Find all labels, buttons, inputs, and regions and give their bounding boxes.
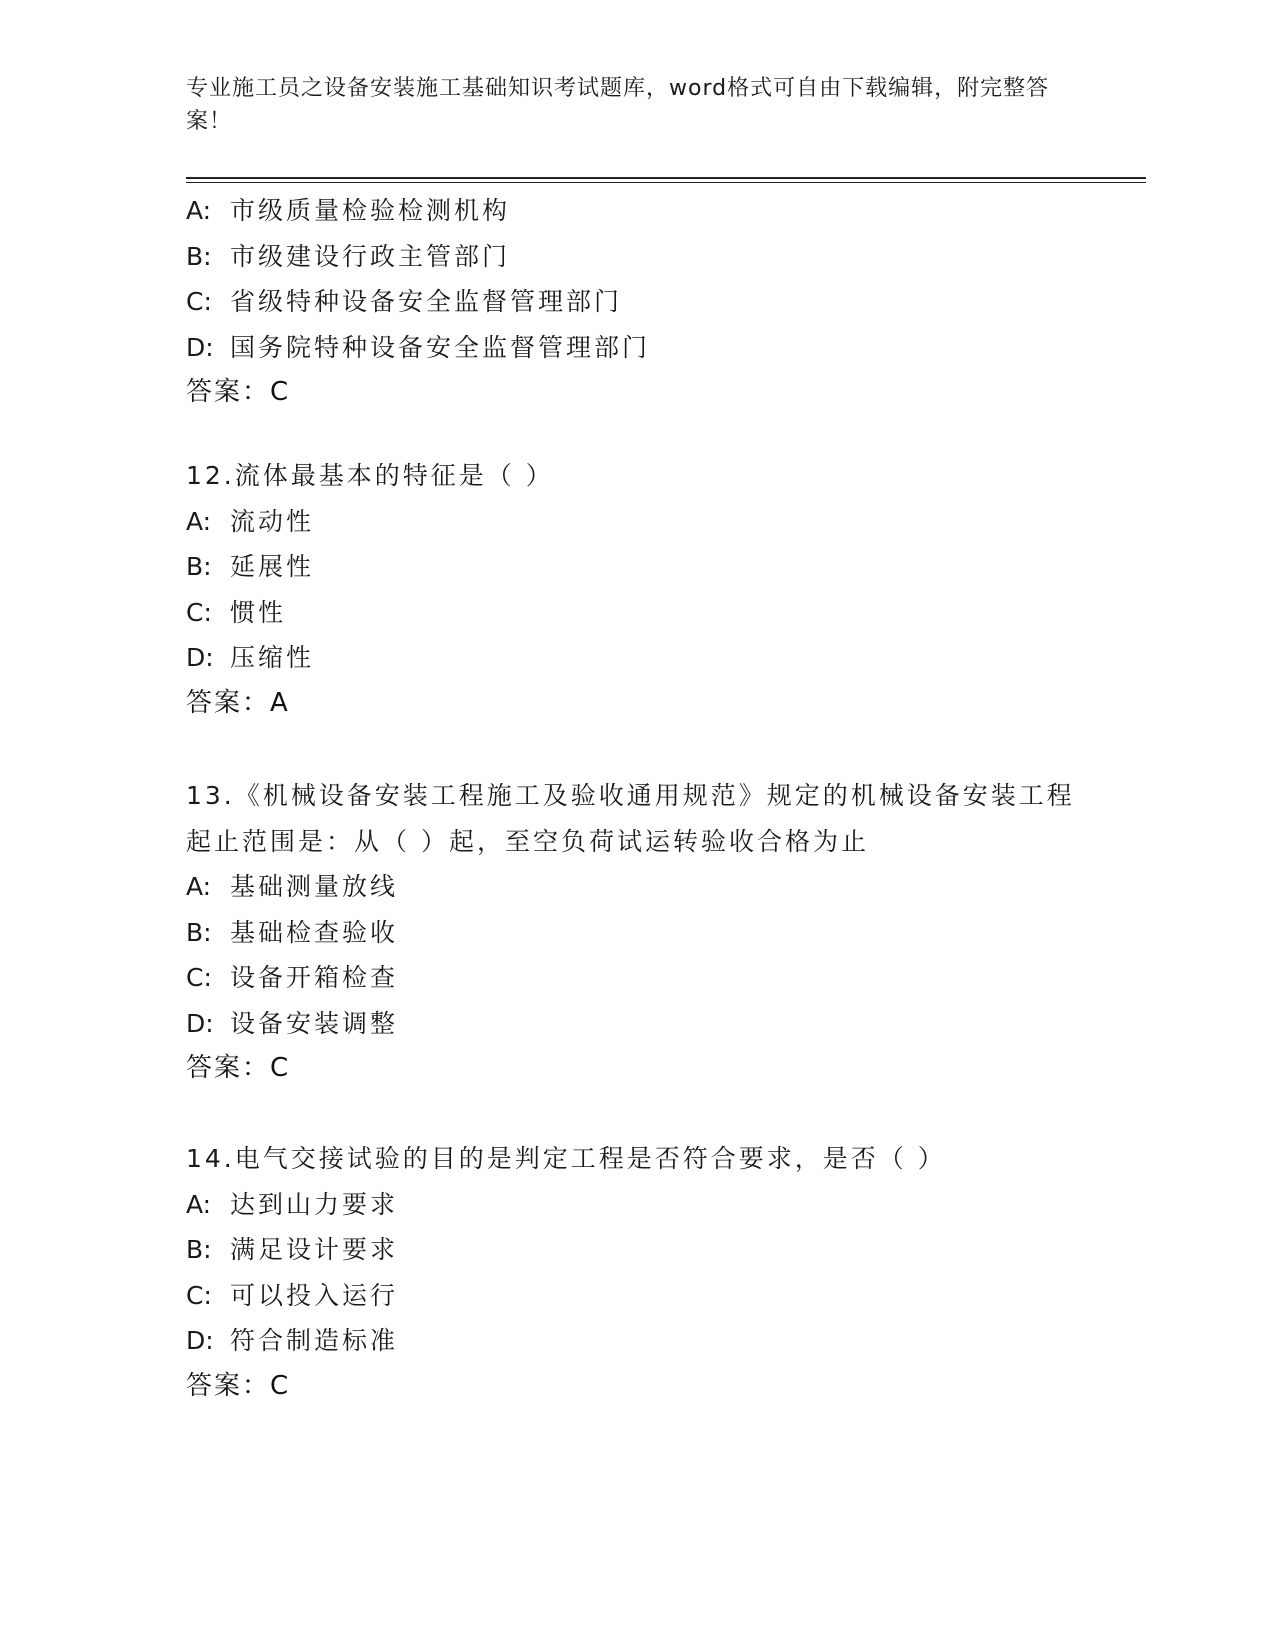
option-text: 设备安装调整 bbox=[230, 1008, 399, 1038]
question-12 bbox=[186, 453, 1086, 726]
option-label: C: bbox=[186, 963, 212, 992]
question-text: 14.电气交接试验的目的是判定工程是否符合要求，是否（ ） bbox=[186, 1144, 946, 1173]
option-label: C: bbox=[186, 597, 212, 627]
question-text: 12.流体最基本的特征是（ ） bbox=[186, 461, 554, 490]
option-label: A: bbox=[186, 872, 212, 901]
option-text: 国务院特种设备安全监督管理部门 bbox=[230, 332, 651, 362]
answer-line bbox=[186, 370, 1086, 416]
option-a bbox=[186, 864, 1086, 910]
answer-line bbox=[186, 681, 1086, 727]
question-13 bbox=[186, 773, 1086, 1092]
option-b bbox=[186, 1227, 1086, 1273]
option-text: 省级特种设备安全监督管理部门 bbox=[230, 287, 623, 316]
option-text: 延展性 bbox=[230, 552, 315, 581]
option-b bbox=[186, 910, 1086, 956]
option-d bbox=[186, 1001, 1086, 1047]
option-label: B: bbox=[186, 241, 212, 271]
question-11 bbox=[186, 188, 1086, 416]
option-text: 设备开箱检查 bbox=[230, 963, 399, 992]
option-label: B: bbox=[186, 552, 212, 581]
option-a bbox=[186, 1182, 1086, 1228]
document-header: 专业施工员之设备安装施工基础知识考试题库，word格式可自由下载编辑，附完整答案！ bbox=[186, 76, 1050, 134]
question-14 bbox=[186, 1136, 1086, 1409]
option-text: 市级建设行政主管部门 bbox=[230, 241, 511, 271]
option-a bbox=[186, 188, 1086, 234]
option-label: D: bbox=[186, 643, 214, 672]
answer-line bbox=[186, 1364, 1086, 1410]
option-c bbox=[186, 279, 1086, 325]
answer-value: A bbox=[270, 687, 288, 718]
option-text: 基础测量放线 bbox=[230, 872, 399, 901]
answer-label: 答案： bbox=[186, 1370, 271, 1401]
answer-value: C bbox=[270, 377, 289, 407]
option-text: 满足设计要求 bbox=[230, 1235, 399, 1264]
answer-label: 答案： bbox=[186, 687, 271, 718]
option-d bbox=[186, 325, 1086, 371]
answer-line bbox=[186, 1046, 1086, 1092]
option-label: D: bbox=[186, 332, 214, 362]
option-text: 压缩性 bbox=[230, 643, 315, 672]
answer-value: C bbox=[270, 1370, 289, 1401]
option-text: 基础检查验收 bbox=[230, 917, 399, 947]
option-text: 流动性 bbox=[230, 506, 315, 536]
option-text: 符合制造标准 bbox=[230, 1326, 399, 1355]
answer-label: 答案： bbox=[186, 1053, 271, 1083]
option-a bbox=[186, 499, 1086, 545]
option-label: D: bbox=[186, 1326, 214, 1355]
question-text: 13.《机械设备安装工程施工及验收通用规范》规定的机械设备安装工程起止范围是：从（ ）起，至空负荷试运转验收合格为止 bbox=[186, 781, 1075, 856]
option-c bbox=[186, 955, 1086, 1001]
option-label: D: bbox=[186, 1008, 214, 1038]
option-label: B: bbox=[186, 1235, 212, 1264]
option-label: A: bbox=[186, 1189, 212, 1219]
option-b bbox=[186, 544, 1086, 590]
option-d bbox=[186, 635, 1086, 681]
option-text: 可以投入运行 bbox=[230, 1280, 399, 1310]
option-c bbox=[186, 1273, 1086, 1319]
option-label: A: bbox=[186, 506, 212, 536]
header-divider-thick bbox=[186, 177, 1146, 179]
answer-value: C bbox=[270, 1053, 289, 1083]
option-text: 惯性 bbox=[230, 597, 287, 627]
option-text: 达到山力要求 bbox=[230, 1189, 399, 1219]
option-label: C: bbox=[186, 1280, 212, 1310]
option-text: 市级质量检验检测机构 bbox=[230, 196, 511, 225]
option-d bbox=[186, 1318, 1086, 1364]
answer-label: 答案： bbox=[186, 377, 271, 407]
option-b bbox=[186, 234, 1086, 280]
option-label: C: bbox=[186, 287, 212, 316]
option-label: A: bbox=[186, 196, 212, 225]
option-label: B: bbox=[186, 917, 212, 947]
header-divider-thin bbox=[186, 182, 1146, 183]
option-c bbox=[186, 590, 1086, 636]
